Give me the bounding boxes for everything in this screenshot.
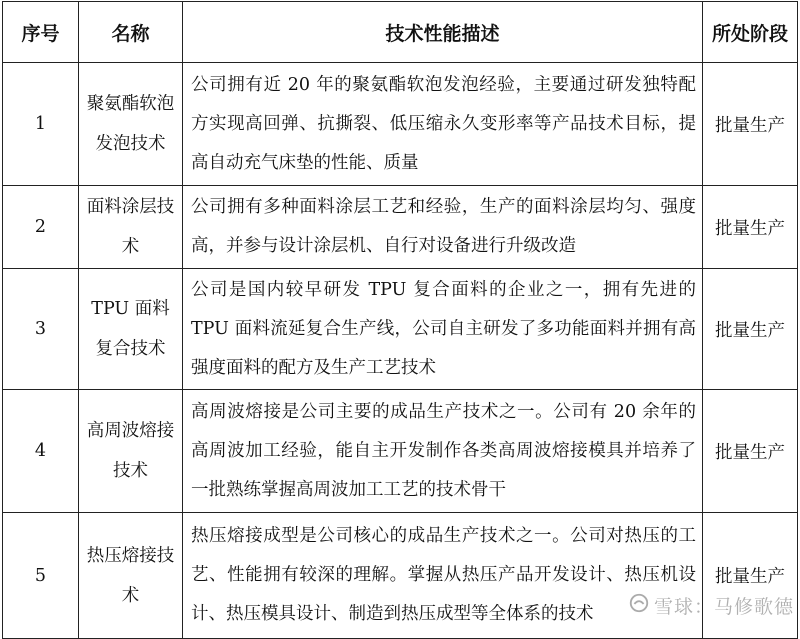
stage: 批量生产 bbox=[703, 390, 798, 513]
technology-name: 热压熔接技术 bbox=[79, 513, 183, 639]
table-row bbox=[3, 390, 798, 513]
header-row bbox=[3, 2, 798, 63]
technology-description: 公司拥有多种面料涂层工艺和经验，生产的面料涂层均匀、强度高，并参与设计涂层机、自行对设备进行升级改造 bbox=[183, 186, 703, 269]
table-row bbox=[3, 186, 798, 269]
row-number: 1 bbox=[3, 63, 79, 186]
snowball-logo-icon bbox=[628, 592, 650, 619]
technology-table bbox=[2, 1, 798, 639]
table-row bbox=[3, 269, 798, 390]
stage: 批量生产 bbox=[703, 63, 798, 186]
table-row bbox=[3, 63, 798, 186]
technology-description: 公司拥有近 20 年的聚氨酯软泡发泡经验，主要通过研发独特配方实现高回弹、抗撕裂、低压缩永久变形率等产品技术目标，提高自动充气床垫的性能、质量 bbox=[183, 63, 703, 186]
stage: 批量生产 bbox=[703, 186, 798, 269]
technology-name: TPU 面料复合技术 bbox=[79, 269, 183, 390]
watermark bbox=[628, 592, 794, 619]
row-number: 5 bbox=[3, 513, 79, 639]
technology-description: 热压熔接成型是公司核心的成品生产技术之一。公司对热压的工艺、性能拥有较深的理解。掌握从热压产品开发设计、热压机设计、热压模具设计、制造到热压成型等全体系的技术 bbox=[183, 513, 703, 639]
row-number: 2 bbox=[3, 186, 79, 269]
row-number: 4 bbox=[3, 390, 79, 513]
technology-name: 高周波熔接技术 bbox=[79, 390, 183, 513]
technology-description: 高周波熔接是公司主要的成品生产技术之一。公司有 20 余年的高周波加工经验，能自主开发制作各类高周波熔接模具并培养了一批熟练掌握高周波加工工艺的技术骨干 bbox=[183, 390, 703, 513]
header-name: 名称 bbox=[79, 2, 183, 63]
technology-name: 聚氨酯软泡发泡技术 bbox=[79, 63, 183, 186]
header-num: 序号 bbox=[3, 2, 79, 63]
technology-name: 面料涂层技术 bbox=[79, 186, 183, 269]
technology-description: 公司是国内较早研发 TPU 复合面料的企业之一，拥有先进的 TPU 面料流延复合生产线，公司自主研发了多功能面料并拥有高强度面料的配方及生产工艺技术 bbox=[183, 269, 703, 390]
header-desc: 技术性能描述 bbox=[183, 2, 703, 63]
row-number: 3 bbox=[3, 269, 79, 390]
header-stage: 所处阶段 bbox=[703, 2, 798, 63]
table-row bbox=[3, 513, 798, 639]
stage: 批量生产 bbox=[703, 269, 798, 390]
stage: 批量生产 bbox=[703, 513, 798, 639]
watermark-text: 雪球：马修歌德 bbox=[653, 596, 794, 618]
